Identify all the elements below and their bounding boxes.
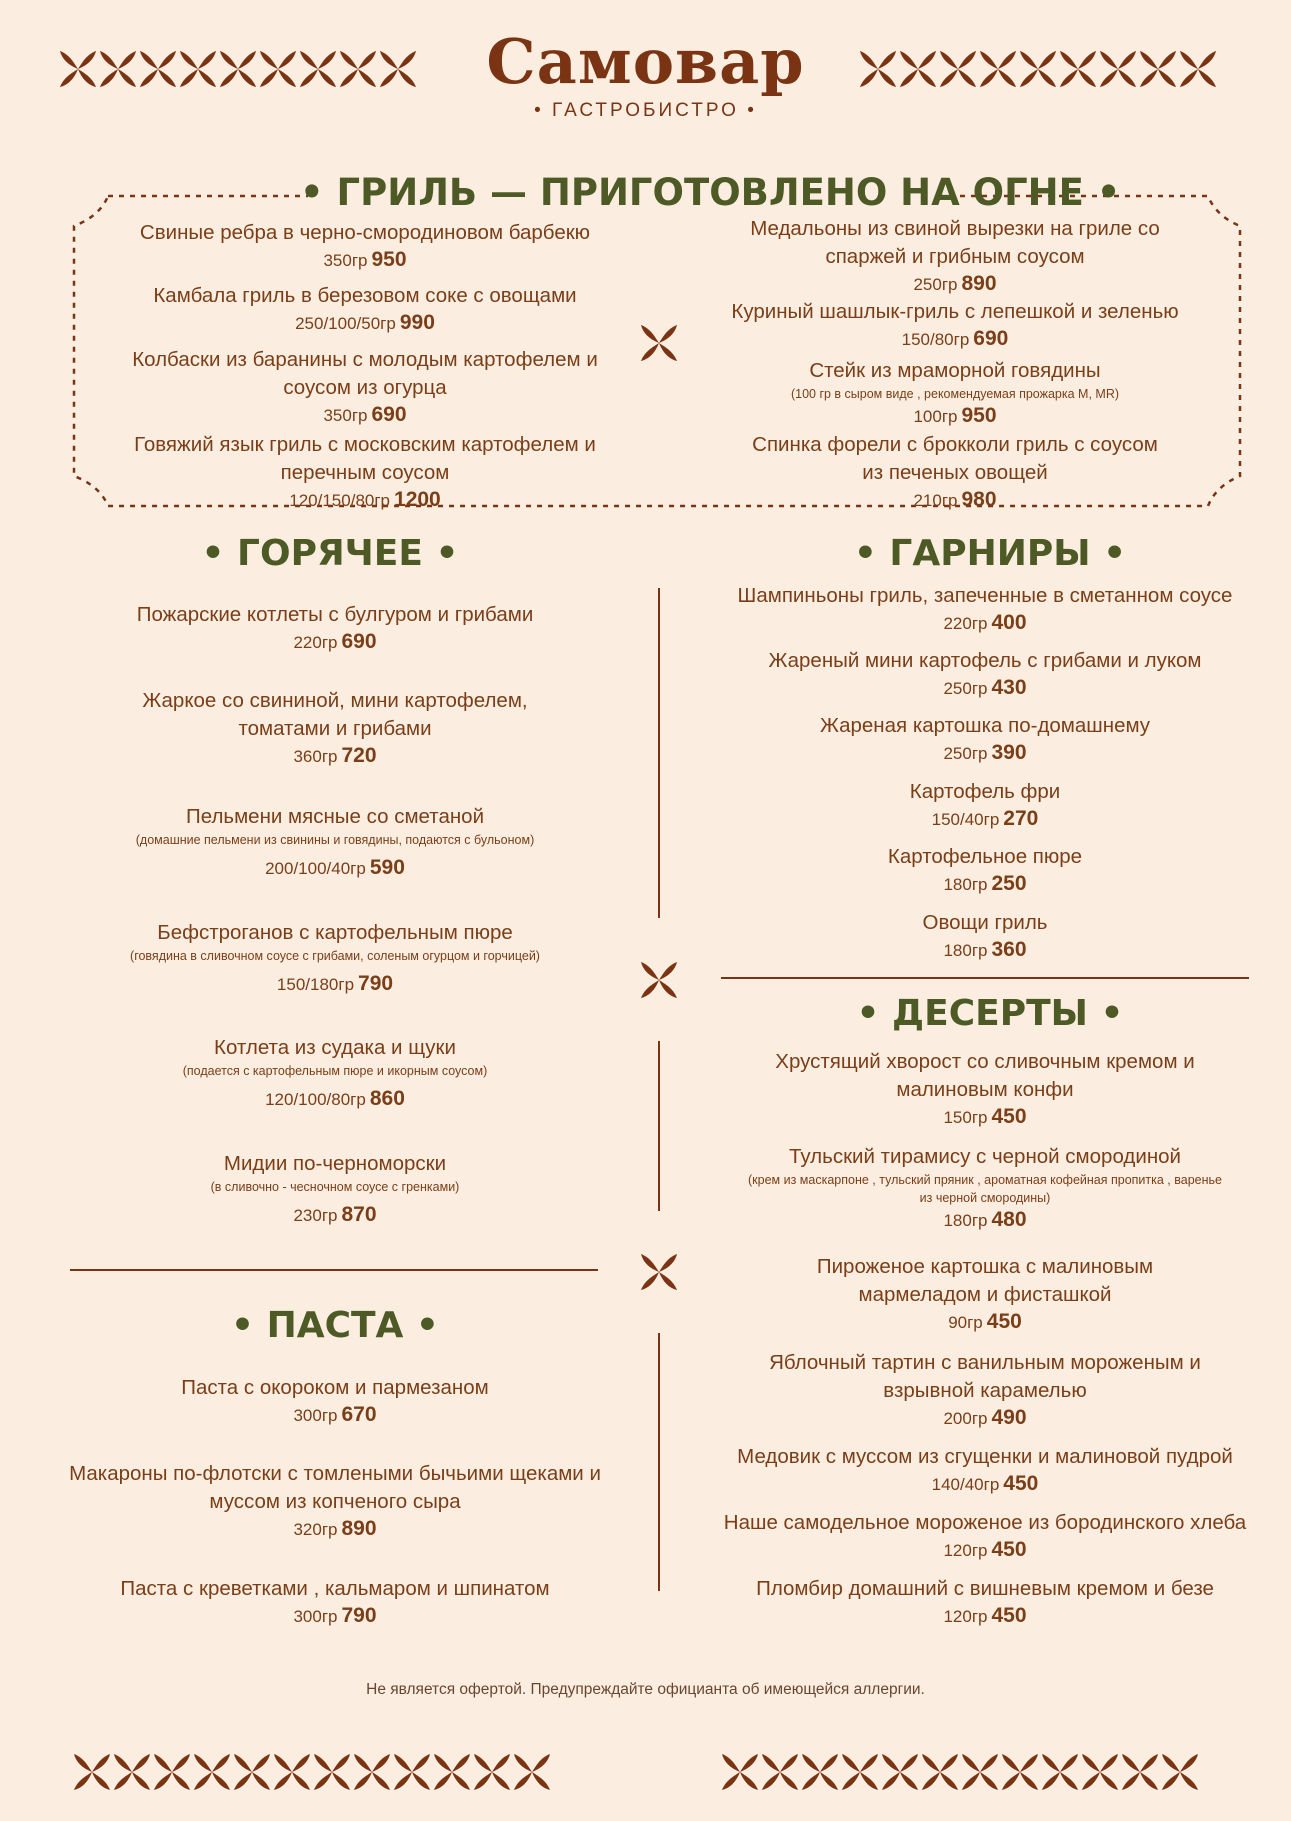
dish-price: 480 bbox=[991, 1208, 1027, 1231]
dish-weight: 140/40гр bbox=[931, 1475, 1000, 1494]
hot-item bbox=[60, 803, 610, 882]
dish-price: 860 bbox=[369, 1087, 405, 1110]
dessert-item bbox=[700, 1575, 1270, 1630]
dish-price: 400 bbox=[991, 611, 1027, 634]
dish-weight: 200/100/40гр bbox=[265, 859, 366, 878]
dish-weight: 150/80гр bbox=[901, 330, 970, 349]
dish-price: 450 bbox=[1003, 1472, 1039, 1495]
hot-item bbox=[60, 1034, 610, 1113]
dish-price: 690 bbox=[371, 403, 407, 426]
dish-price: 250 bbox=[991, 872, 1027, 895]
dish-weight: 120гр bbox=[943, 1607, 988, 1626]
brand-name: Самовар bbox=[486, 25, 805, 98]
dish-note: (крем из маскарпоне , тульский пряник , ароматная кофейная пропитка , варенье из черной смородины) bbox=[748, 1173, 1222, 1205]
ornament-icon bbox=[639, 1252, 679, 1292]
grill-item bbox=[750, 431, 1160, 514]
dish-weight: 150/40гр bbox=[931, 810, 1000, 829]
dish-price: 890 bbox=[961, 272, 997, 295]
desserts-title: • ДЕСЕРТЫ • bbox=[856, 993, 1124, 1034]
ornament-icon bbox=[112, 1752, 152, 1792]
dish-note: (100 гр в сыром виде , рекомендуемая прожарка M, MR) bbox=[790, 387, 1120, 401]
dish-price: 450 bbox=[991, 1604, 1027, 1627]
dish-weight: 100гр bbox=[913, 407, 958, 426]
dish-weight: 90гр bbox=[948, 1313, 983, 1332]
dish-name: Колбаски из баранины с молодым картофелем и соусом из огурца bbox=[132, 348, 598, 399]
dish-name: Свиные ребра в черно-смородиновом барбекю bbox=[139, 221, 591, 244]
dish-name: Паста с креветками , кальмаром и шпинатом bbox=[120, 1577, 550, 1600]
dish-price: 1200 bbox=[394, 488, 441, 511]
dish-weight: 210гр bbox=[913, 491, 958, 510]
side-item bbox=[700, 843, 1270, 898]
dish-name: Говяжий язык гриль с московским картофелем и перечным соусом bbox=[134, 433, 596, 484]
pasta-item bbox=[60, 1460, 610, 1543]
bottom-right-ornament bbox=[720, 1752, 1200, 1792]
dish-weight: 250/100/50гр bbox=[295, 314, 396, 333]
dish-weight: 120/150/80гр bbox=[289, 491, 391, 510]
disclaimer: Не является офертой. Предупреждайте официанта об имеющейся аллергии. bbox=[366, 1681, 925, 1698]
grill-item bbox=[95, 219, 635, 274]
dish-price: 450 bbox=[986, 1310, 1022, 1333]
dish-note: (подается с картофельным пюре и икорным соусом) bbox=[182, 1064, 488, 1078]
dessert-item bbox=[745, 1349, 1225, 1432]
dish-weight: 350гр bbox=[323, 406, 368, 425]
ornament-icon bbox=[192, 1752, 232, 1792]
dish-name: Жаркое со свининой, мини картофелем, томатами и грибами bbox=[142, 689, 528, 740]
side-item bbox=[700, 778, 1270, 833]
column-divider bbox=[658, 588, 660, 918]
side-item bbox=[700, 647, 1270, 702]
dish-price: 790 bbox=[341, 1604, 377, 1627]
side-item bbox=[700, 712, 1270, 767]
ornament-icon bbox=[1000, 1752, 1040, 1792]
dish-weight: 250гр bbox=[913, 275, 958, 294]
dish-price: 490 bbox=[991, 1406, 1027, 1429]
dish-weight: 360гр bbox=[293, 747, 338, 766]
side-item bbox=[700, 582, 1270, 637]
dish-name: Бефстроганов с картофельным пюре bbox=[157, 921, 513, 944]
dish-name: Камбала гриль в березовом соке с овощами bbox=[153, 284, 577, 307]
dish-weight: 300гр bbox=[293, 1607, 338, 1626]
dish-price: 720 bbox=[341, 744, 377, 767]
dish-weight: 150/180гр bbox=[276, 975, 355, 994]
dish-weight: 230гр bbox=[293, 1206, 338, 1225]
dish-weight: 150гр bbox=[943, 1108, 988, 1127]
dish-name: Овощи гриль bbox=[922, 911, 1048, 934]
dish-name: Медовик с муссом из сгущенки и малиновой пудрой bbox=[737, 1445, 1233, 1468]
ornament-icon bbox=[432, 1752, 472, 1792]
dish-weight: 220гр bbox=[293, 633, 338, 652]
hot-item bbox=[130, 687, 540, 770]
brand-subtitle: • ГАСТРОБИСТРО • bbox=[534, 100, 757, 121]
ornament-icon bbox=[512, 1752, 552, 1792]
hot-item bbox=[80, 601, 590, 656]
dish-name: Картофельное пюре bbox=[887, 845, 1083, 868]
side-item bbox=[700, 909, 1270, 964]
grill-item bbox=[110, 431, 620, 514]
ornament-icon bbox=[152, 1752, 192, 1792]
dish-name: Тульский тирамису с черной смородиной bbox=[789, 1145, 1181, 1168]
ornament-icon bbox=[1120, 1752, 1160, 1792]
hot-item bbox=[60, 919, 610, 998]
hot-item bbox=[60, 1150, 610, 1229]
dish-name: Жареная картошка по-домашнему bbox=[819, 714, 1151, 737]
dish-weight: 180гр bbox=[943, 875, 988, 894]
dish-name: Макароны по-флотски с томлеными бычьими щеками и муссом из копченого сыра bbox=[69, 1462, 601, 1513]
dish-name: Пломбир домашний с вишневым кремом и безе bbox=[756, 1577, 1214, 1600]
dish-price: 450 bbox=[991, 1105, 1027, 1128]
dish-name: Медальоны из свиной вырезки на гриле со спаржей и грибным соусом bbox=[750, 217, 1160, 268]
dish-note: (домашние пельмени из свинины и говядины, подаются с бульоном) bbox=[135, 833, 535, 847]
ornament-icon bbox=[720, 1752, 760, 1792]
dish-name: Шампиньоны гриль, запеченные в сметанном соусе bbox=[737, 584, 1233, 607]
ornament-icon bbox=[760, 1752, 800, 1792]
dish-weight: 350гр bbox=[323, 251, 368, 270]
ornament-icon bbox=[472, 1752, 512, 1792]
dessert-item bbox=[700, 1443, 1270, 1498]
ornament-icon bbox=[312, 1752, 352, 1792]
dish-price: 430 bbox=[991, 676, 1027, 699]
dish-price: 790 bbox=[358, 972, 394, 995]
dish-price: 950 bbox=[961, 404, 997, 427]
ornament-icon bbox=[840, 1752, 880, 1792]
dish-name: Куриный шашлык-гриль с лепешкой и зеленью bbox=[731, 300, 1179, 323]
grill-item bbox=[110, 346, 620, 429]
ornament-icon bbox=[392, 1752, 432, 1792]
dish-name: Пельмени мясные со сметаной bbox=[185, 805, 485, 828]
dessert-item bbox=[790, 1253, 1180, 1336]
dish-price: 690 bbox=[341, 630, 377, 653]
dish-price: 690 bbox=[973, 327, 1009, 350]
dish-name: Пироженое картошка с малиновым мармеладом и фисташкой bbox=[816, 1255, 1154, 1306]
dish-price: 450 bbox=[991, 1538, 1027, 1561]
dish-weight: 250гр bbox=[943, 744, 988, 763]
dish-note: (в сливочно - чесночном соусе с гренками) bbox=[210, 1180, 460, 1194]
dish-name: Яблочный тартин с ванильным мороженым и взрывной карамелью bbox=[769, 1351, 1201, 1402]
dish-weight: 200гр bbox=[943, 1409, 988, 1428]
dish-name: Наше самодельное мороженое из бородинского хлеба bbox=[723, 1511, 1247, 1534]
pasta-item bbox=[60, 1374, 610, 1429]
dessert-item bbox=[700, 1143, 1270, 1234]
section-divider bbox=[70, 1269, 598, 1271]
ornament-icon bbox=[1080, 1752, 1120, 1792]
bottom-left-ornament bbox=[72, 1752, 552, 1792]
ornament-icon bbox=[352, 1752, 392, 1792]
ornament-icon bbox=[880, 1752, 920, 1792]
ornament-icon bbox=[232, 1752, 272, 1792]
dish-price: 890 bbox=[341, 1517, 377, 1540]
dish-price: 990 bbox=[399, 311, 435, 334]
ornament-icon bbox=[272, 1752, 312, 1792]
dish-weight: 300гр bbox=[293, 1406, 338, 1425]
ornament-icon bbox=[960, 1752, 1000, 1792]
dish-name: Спинка форели с брокколи гриль с соусом из печеных овощей bbox=[752, 433, 1158, 484]
dish-price: 360 bbox=[991, 938, 1027, 961]
section-divider bbox=[721, 977, 1249, 979]
ornament-icon bbox=[800, 1752, 840, 1792]
ornament-icon bbox=[72, 1752, 112, 1792]
dish-weight: 120гр bbox=[943, 1541, 988, 1560]
dish-name: Картофель фри bbox=[909, 780, 1061, 803]
dish-name: Хрустящий хворост со сливочным кремом и малиновым конфи bbox=[775, 1050, 1195, 1101]
dish-price: 980 bbox=[961, 488, 997, 511]
grill-item bbox=[690, 357, 1220, 430]
hot-title: • ГОРЯЧЕЕ • bbox=[201, 533, 459, 574]
ornament-icon bbox=[639, 323, 679, 363]
ornament-icon bbox=[1040, 1752, 1080, 1792]
dish-price: 950 bbox=[371, 248, 407, 271]
dish-weight: 220гр bbox=[943, 614, 988, 633]
dish-weight: 320гр bbox=[293, 1520, 338, 1539]
dish-weight: 180гр bbox=[943, 941, 988, 960]
dish-price: 390 bbox=[991, 741, 1027, 764]
grill-item bbox=[95, 282, 635, 337]
grill-item bbox=[690, 298, 1220, 353]
dish-name: Паста с окороком и пармезаном bbox=[181, 1376, 489, 1399]
dish-weight: 120/100/80гр bbox=[265, 1090, 366, 1109]
brand-logo bbox=[0, 26, 1291, 122]
column-divider bbox=[658, 1041, 660, 1211]
dish-name: Стейк из мраморной говядины bbox=[809, 359, 1101, 382]
ornament-icon bbox=[639, 960, 679, 1000]
dish-note: (говядина в сливочном соусе с грибами, соленым огурцом и горчицей) bbox=[130, 949, 540, 963]
dish-name: Мидии по-черноморски bbox=[223, 1152, 447, 1175]
dish-name: Котлета из судака и щуки bbox=[214, 1036, 456, 1059]
sides-title: • ГАРНИРЫ • bbox=[853, 533, 1127, 574]
dish-price: 270 bbox=[1003, 807, 1039, 830]
pasta-item bbox=[60, 1575, 610, 1630]
ornament-icon bbox=[920, 1752, 960, 1792]
column-divider bbox=[658, 1333, 660, 1591]
grill-item bbox=[710, 215, 1200, 298]
ornament-icon bbox=[1160, 1752, 1200, 1792]
dish-price: 670 bbox=[341, 1403, 377, 1426]
dish-price: 870 bbox=[341, 1203, 377, 1226]
pasta-title: • ПАСТА • bbox=[231, 1305, 439, 1346]
dessert-item bbox=[700, 1509, 1270, 1564]
dish-name: Жареный мини картофель с грибами и луком bbox=[768, 649, 1202, 672]
dish-name: Пожарские котлеты с булгуром и грибами bbox=[136, 603, 534, 626]
dessert-item bbox=[750, 1048, 1220, 1131]
dish-weight: 250гр bbox=[943, 679, 988, 698]
dish-price: 590 bbox=[369, 856, 405, 879]
dish-weight: 180гр bbox=[943, 1211, 988, 1230]
grill-title: • ГРИЛЬ — ПРИГОТОВЛЕНО НА ОГНЕ • bbox=[300, 171, 1121, 214]
